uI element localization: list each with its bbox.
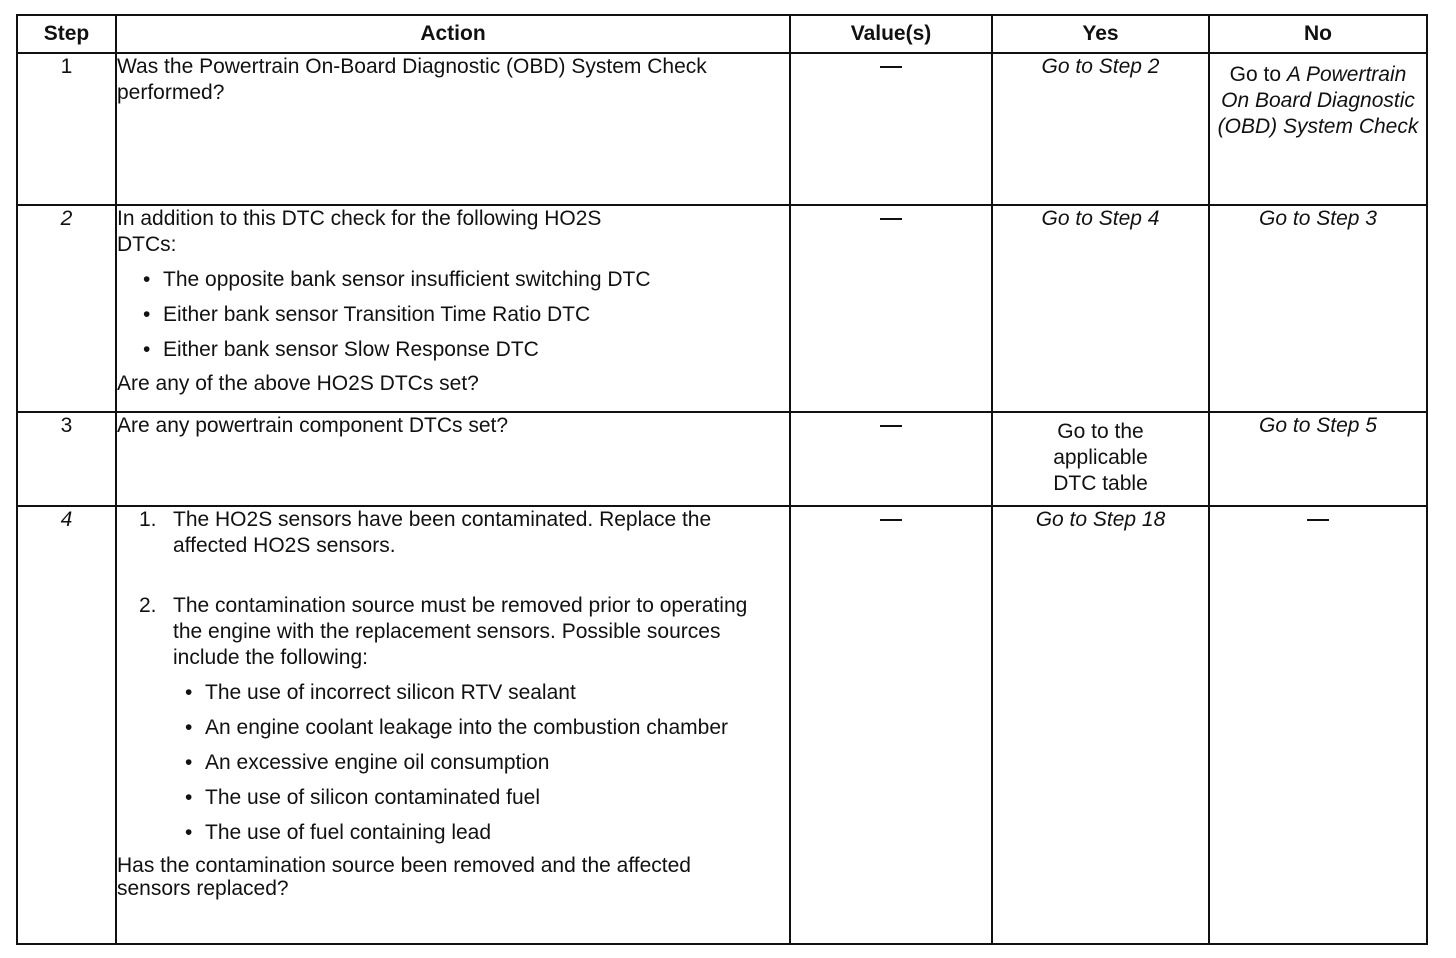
step-number: 3 <box>17 412 116 506</box>
table-row <box>17 506 1427 944</box>
bullet-item: • The use of silicon contaminated fuel <box>185 786 541 809</box>
bullet-item: • The use of incorrect silicon RTV sealant <box>185 681 576 704</box>
action-text: Was the Powertrain On-Board Diagnostic (OBD) System Check performed? <box>117 55 707 104</box>
yes-cell <box>992 53 1209 205</box>
table-row <box>17 412 1427 506</box>
value-dash <box>880 218 902 220</box>
no-cell <box>1209 53 1427 205</box>
yes-text[interactable]: Go to the applicable DTC table <box>1053 420 1148 495</box>
value-cell <box>790 506 992 944</box>
no-prefix: Go to <box>1229 63 1282 86</box>
yes-link[interactable]: Go to Step 18 <box>1035 508 1166 531</box>
no-link[interactable]: Go to Step 3 <box>1259 207 1377 230</box>
bullet-item: • An excessive engine oil consumption <box>185 751 550 774</box>
value-dash <box>880 519 902 521</box>
action-cell <box>116 53 790 205</box>
value-dash <box>880 425 902 427</box>
action-cell <box>116 205 790 412</box>
value-cell <box>790 53 992 205</box>
action-intro: In addition to this DTC check for the following HO2S DTCs: <box>117 207 602 256</box>
no-link[interactable]: Go to Step 5 <box>1259 414 1377 437</box>
header-row <box>17 15 1427 53</box>
step-number: 2 <box>17 205 116 412</box>
value-dash <box>880 66 902 68</box>
step-number: 4 <box>17 506 116 944</box>
no-link[interactable]: A Powertrain On Board Diagnostic (OBD) System Check <box>1217 63 1419 138</box>
action-cell <box>116 506 790 944</box>
action-question: Has the contamination source been removed and the affected sensors replaced? <box>117 854 691 900</box>
value-cell <box>790 412 992 506</box>
action-text: Are any powertrain component DTCs set? <box>117 414 509 437</box>
diagnostic-table <box>16 14 1428 945</box>
header-action: Action <box>116 15 790 53</box>
no-cell <box>1209 506 1427 944</box>
no-cell <box>1209 205 1427 412</box>
bullet-item: • Either bank sensor Slow Response DTC <box>143 338 539 361</box>
value-cell <box>790 205 992 412</box>
table-header <box>17 15 1427 53</box>
yes-cell <box>992 205 1209 412</box>
yes-cell <box>992 506 1209 944</box>
no-dash <box>1307 519 1329 521</box>
action-question: Are any of the above HO2S DTCs set? <box>117 372 479 395</box>
bullet-item: • Either bank sensor Transition Time Ratio DTC <box>143 303 591 326</box>
yes-cell <box>992 412 1209 506</box>
bullet-item: • The opposite bank sensor insufficient switching DTC <box>143 268 651 291</box>
numbered-item: 1. The HO2S sensors have been contaminated. Replace the affected HO2S sensors. <box>139 508 712 557</box>
header-no: No <box>1209 15 1427 53</box>
yes-link[interactable]: Go to Step 4 <box>1041 207 1160 230</box>
header-values: Value(s) <box>790 15 992 53</box>
numbered-item: 2. The contamination source must be removed prior to operating the engine with the replacement sensors. Possible sources include the following: <box>139 594 748 669</box>
yes-link[interactable]: Go to Step 2 <box>1041 55 1160 78</box>
no-cell <box>1209 412 1427 506</box>
table-row <box>17 53 1427 205</box>
header-yes: Yes <box>992 15 1209 53</box>
bullet-item: • An engine coolant leakage into the combustion chamber <box>185 716 729 739</box>
header-step: Step <box>17 15 116 53</box>
step-number: 1 <box>17 53 116 205</box>
bullet-item: • The use of fuel containing lead <box>185 821 492 844</box>
table-row <box>17 205 1427 412</box>
action-cell <box>116 412 790 506</box>
